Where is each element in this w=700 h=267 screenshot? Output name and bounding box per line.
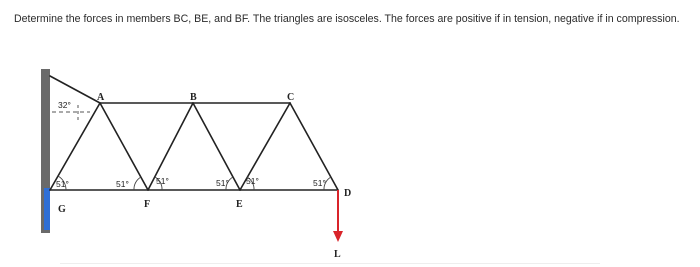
member-ga bbox=[50, 76, 100, 103]
wall-pin-highlight bbox=[44, 188, 50, 230]
label-joint-e: E bbox=[236, 199, 243, 210]
label-joint-f: F bbox=[144, 199, 151, 210]
label-angle-f-right: 51° bbox=[156, 176, 169, 186]
label-angle-f-left: 51° bbox=[116, 179, 129, 189]
label-angle-e-left: 51° bbox=[216, 178, 229, 188]
label-joint-d: D bbox=[344, 188, 352, 199]
angle-arcs bbox=[58, 176, 331, 190]
arc-f-left bbox=[134, 177, 141, 190]
bottom-divider bbox=[60, 263, 600, 264]
member-ag bbox=[50, 103, 100, 190]
problem-statement: Determine the forces in members BC, BE, and BF. The triangles are isosceles. The forces are positive if in tension, negative if in compression. bbox=[14, 13, 680, 25]
label-angle-top-left: 32° bbox=[58, 100, 71, 110]
label-angle-g: 51° bbox=[56, 179, 69, 189]
label-angle-d-left: 51° bbox=[313, 178, 326, 188]
label-joint-g: G bbox=[58, 204, 66, 215]
label-joint-c: C bbox=[287, 92, 295, 103]
label-joint-b: B bbox=[190, 92, 197, 103]
member-fb bbox=[148, 103, 193, 190]
label-angle-e-right: 51° bbox=[246, 176, 259, 186]
label-joint-a: A bbox=[97, 92, 105, 103]
label-load: L bbox=[334, 249, 341, 260]
load-arrow-head bbox=[333, 231, 343, 242]
